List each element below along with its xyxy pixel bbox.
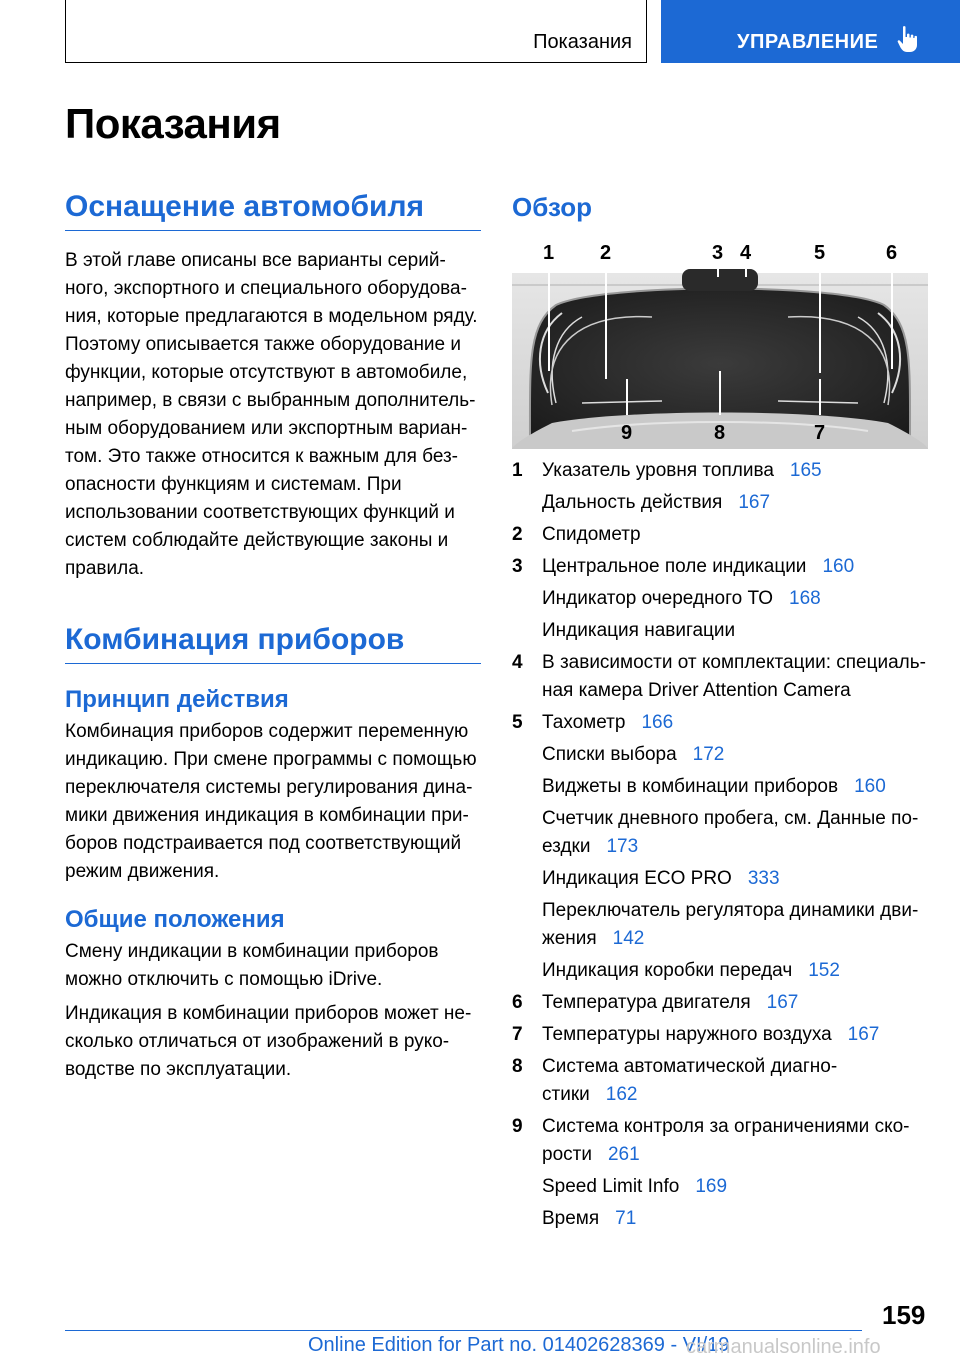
paragraph-principle: Комбинация приборов содержит переменную индикацию. При смене программы с помощью переключателя системы регулирования дина-мики движения индикация в комбинации при-боров подстраивается под соответствующий режим движения. — [65, 721, 477, 882]
page-reference-link[interactable]: 160 — [854, 776, 886, 797]
legend-text: Время — [542, 1208, 600, 1229]
legend-row — [512, 709, 928, 737]
figure-label-2: 2 — [600, 243, 612, 264]
right-column — [512, 190, 928, 1237]
legend-text: Индикация ECO PRO — [542, 868, 732, 889]
figure-label-4: 4 — [740, 243, 752, 264]
footer-edition: Online Edition for Part no. 01402628369 - VI/19 — [308, 1334, 730, 1356]
legend-text: Система контроля за ограничениями ско-рости — [542, 1116, 910, 1165]
legend-row — [512, 649, 928, 705]
legend-number: 8 — [512, 1056, 523, 1077]
legend-text: Тахометр — [542, 712, 626, 733]
page-reference-link[interactable]: 169 — [695, 1176, 728, 1197]
legend-row — [512, 989, 928, 1017]
page-reference-link[interactable]: 167 — [847, 1024, 880, 1045]
page-reference-link[interactable]: 152 — [808, 960, 840, 981]
paragraph-equipment: В этой главе описаны все варианты серий-ного, экспортного и специального оборудова-ния, которые предлагаются в модельном ряду. Поэтому описывается также оборудование и функции, которые отсутствуют в автомобиле, например, в связи с выбранным дополнитель-ным оборудованием или экспортным вариан-том. Это также относится к важным для без-опасности функциям и системам. При использовании соответствующих функций и систем соблюдайте действующие законы и правила. — [65, 250, 478, 579]
left-column — [65, 190, 481, 1084]
legend-text: Переключатель регулятора динамики дви-жения — [542, 900, 919, 949]
hand-pointer-icon — [897, 25, 919, 58]
legend-text: Центральное поле индикации — [542, 556, 807, 577]
legend-text: Температура двигателя — [542, 992, 751, 1013]
legend-number: 4 — [512, 652, 523, 673]
legend-number: 9 — [512, 1116, 523, 1137]
legend-row — [512, 897, 928, 953]
legend-text: Виджеты в комбинации приборов — [542, 776, 839, 797]
page-reference-link[interactable]: 168 — [789, 588, 821, 609]
legend-text: Индикация навигации — [542, 620, 736, 641]
legend-text: Дальность действия — [542, 492, 723, 513]
legend-number: 1 — [512, 460, 523, 481]
figure-label-9: 9 — [621, 422, 633, 444]
figure-label-8: 8 — [714, 422, 726, 444]
legend-row — [512, 805, 928, 861]
figure-label-1: 1 — [543, 243, 555, 264]
legend-text: Индикация коробки передач — [542, 960, 793, 981]
legend-number: 3 — [512, 556, 523, 577]
page-reference-link[interactable]: 162 — [605, 1084, 638, 1105]
page-reference-link[interactable]: 173 — [606, 836, 639, 857]
legend-row — [512, 617, 928, 645]
page-reference-link[interactable]: 167 — [738, 492, 771, 513]
header-chapter-box — [661, 0, 960, 63]
legend-number: 2 — [512, 524, 523, 545]
heading-general: Общие положения — [65, 906, 285, 933]
legend-row — [512, 741, 928, 769]
legend-text: Счетчик дневного пробега, см. Данные по-ездки — [542, 808, 919, 857]
paragraph-general-1: Смену индикации в комбинации приборов можно отключить с помощью iDrive. — [65, 941, 439, 990]
legend-text: Индикатор очередного ТО — [542, 588, 773, 609]
legend-number: 6 — [512, 992, 523, 1013]
page-reference-link[interactable]: 172 — [692, 744, 725, 765]
header-section-label: Показания — [533, 31, 632, 53]
watermark: carmanualsonline.info — [686, 1336, 881, 1358]
legend-text: Speed Limit Info — [542, 1176, 680, 1197]
legend-row — [512, 1173, 928, 1201]
page-reference-link[interactable]: 142 — [612, 928, 645, 949]
legend-row — [512, 585, 928, 613]
page-title: Показания — [65, 100, 281, 147]
legend-text: В зависимости от комплектации: специаль-ная камера Driver Attention Camera — [542, 652, 926, 701]
legend-row — [512, 1021, 928, 1049]
heading-overview: Обзор — [512, 192, 592, 222]
figure-label-7: 7 — [814, 422, 826, 444]
header-chapter-label: УПРАВЛЕНИЕ — [737, 31, 879, 53]
footer-divider — [65, 1330, 862, 1331]
heading-equipment: Оснащение автомобиля — [65, 190, 481, 231]
legend-row — [512, 865, 928, 893]
legend-row — [512, 489, 928, 517]
header-section-box — [65, 0, 647, 63]
overview-legend — [512, 457, 928, 1233]
page-reference-link[interactable]: 71 — [615, 1208, 637, 1229]
legend-row — [512, 957, 928, 985]
legend-number: 5 — [512, 712, 523, 733]
legend-row — [512, 457, 928, 485]
page-reference-link[interactable]: 333 — [747, 868, 780, 889]
heading-principle: Принцип действия — [65, 686, 289, 713]
legend-row — [512, 521, 928, 549]
legend-text: Температуры наружного воздуха — [542, 1024, 832, 1045]
paragraph-general-2: Индикация в комбинации приборов может не-сколько отличаться от изображений в руко-водстве по эксплуатации. — [65, 1003, 472, 1080]
legend-row — [512, 773, 928, 801]
legend-text: Списки выбора — [542, 744, 677, 765]
page-number: 159 — [882, 1300, 926, 1330]
figure-label-3: 3 — [712, 243, 724, 264]
figure-label-5: 5 — [814, 243, 826, 264]
figure-label-6: 6 — [886, 243, 898, 264]
page-reference-link[interactable]: 261 — [607, 1144, 640, 1165]
legend-text: Система автоматической диагно-стики — [542, 1056, 838, 1105]
instrument-cluster-figure — [512, 243, 928, 449]
legend-text: Указатель уровня топлива — [542, 460, 774, 481]
legend-row — [512, 553, 928, 581]
page-reference-link[interactable]: 166 — [641, 712, 674, 733]
heading-instrument-cluster: Комбинация приборов — [65, 623, 481, 664]
legend-number: 7 — [512, 1024, 523, 1045]
page-reference-link[interactable]: 160 — [822, 556, 855, 577]
page-reference-link[interactable]: 165 — [789, 460, 822, 481]
page-reference-link[interactable]: 167 — [766, 992, 799, 1013]
legend-row — [512, 1113, 928, 1169]
legend-text: Спидометр — [542, 524, 641, 545]
legend-row — [512, 1053, 928, 1109]
legend-row — [512, 1205, 928, 1233]
